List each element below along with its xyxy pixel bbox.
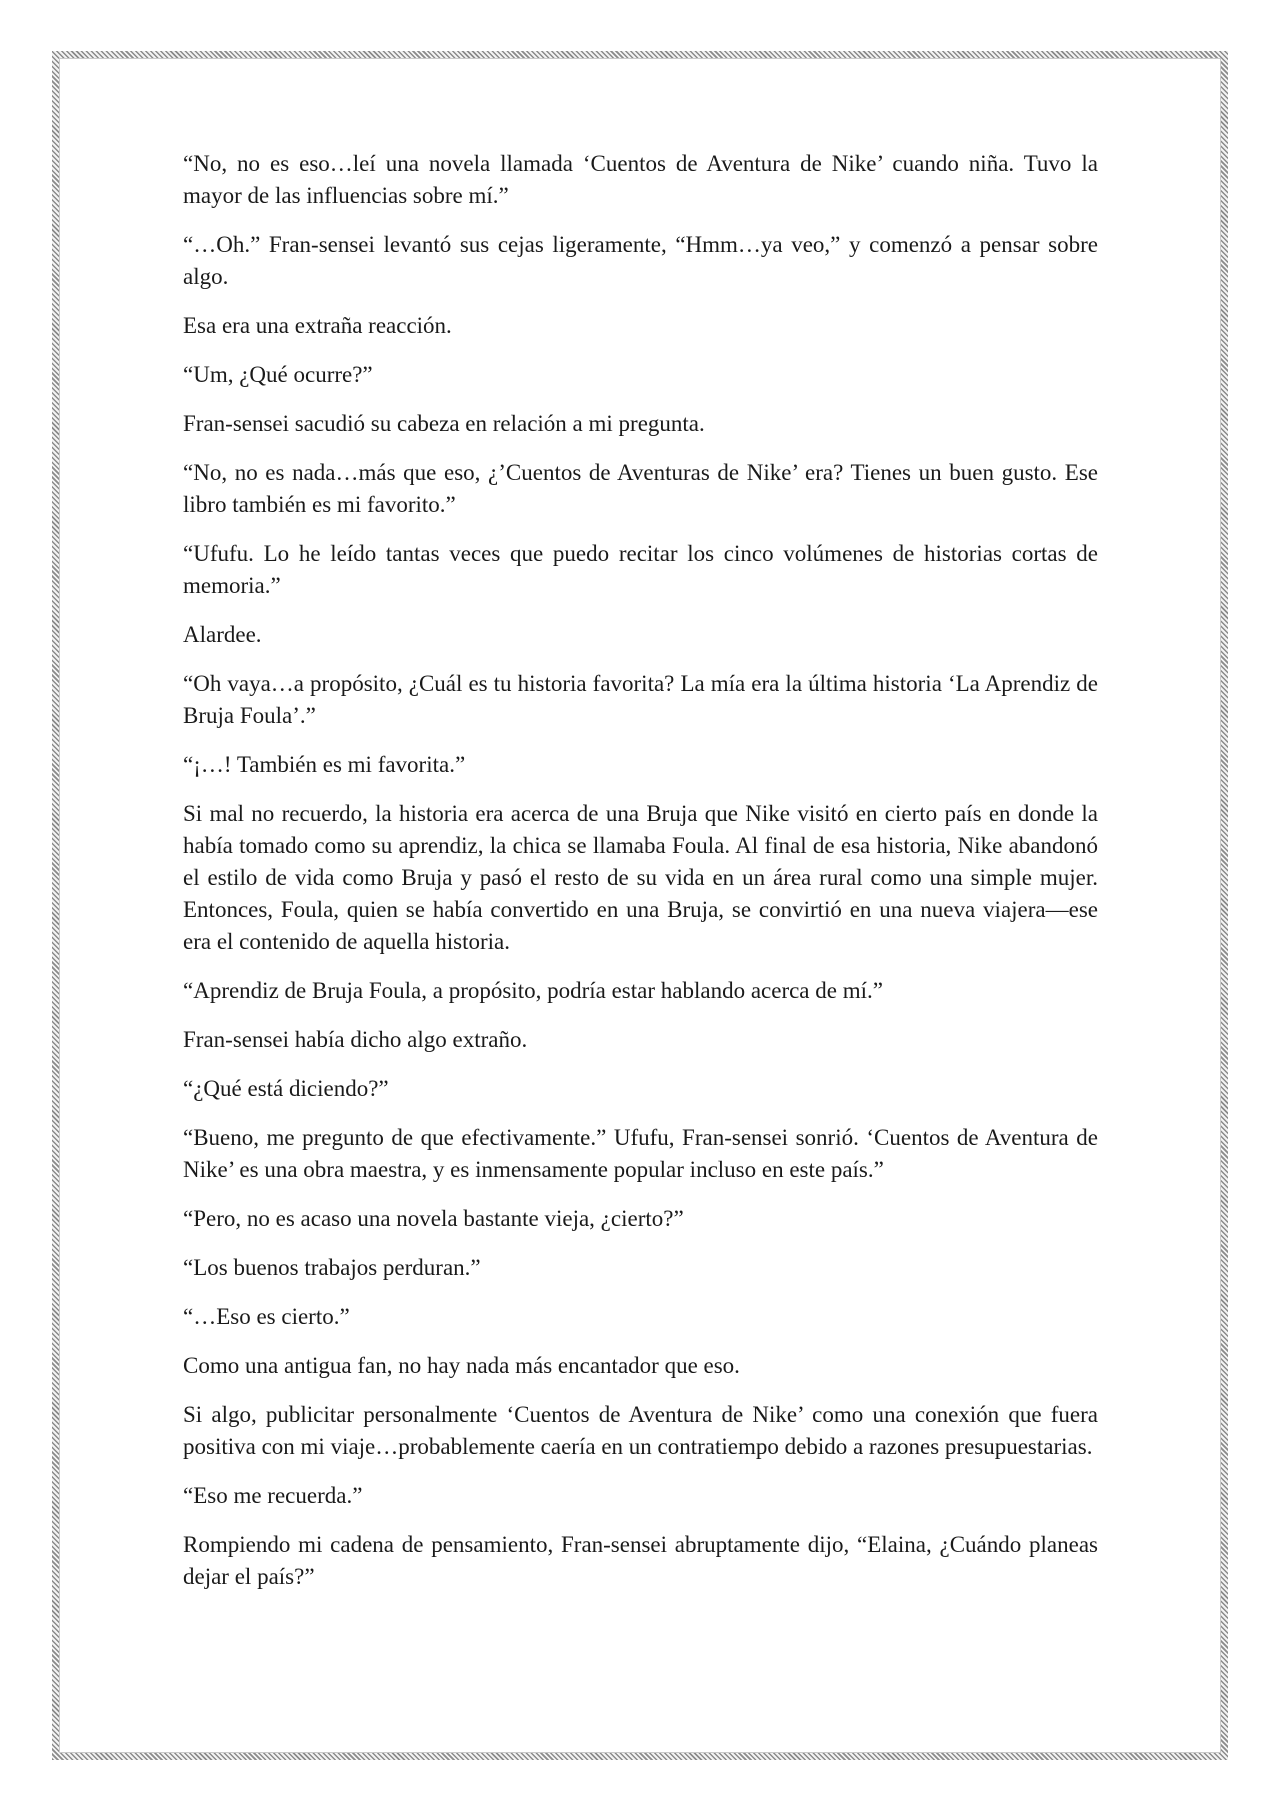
paragraph: “…Oh.” Fran-sensei levantó sus cejas ligeramente, “Hmm…ya veo,” y comenzó a pensar sobre algo. (183, 232, 1098, 289)
paragraph: “…Eso es cierto.” (183, 1304, 350, 1329)
paragraph: Alardee. (183, 622, 262, 647)
paragraph: “Los buenos trabajos perduran.” (183, 1255, 481, 1280)
paragraph: Si mal no recuerdo, la historia era acerca de una Bruja que Nike visitó en cierto país en donde la había tomado como su aprendiz, la chica se llamaba Foula. Al final de esa historia, Nike abandonó el estilo de vida como Bruja y pasó el resto de su vida en un área rural como una simple mujer. Entonces, Foula, quien se había convertido en una Bruja, se convirtió en una nueva viajera—ese era el contenido de aquella historia. (183, 801, 1098, 954)
paragraph: “Aprendiz de Bruja Foula, a propósito, podría estar hablando acerca de mí.” (183, 978, 883, 1003)
paragraph: Si algo, publicitar personalmente ‘Cuentos de Aventura de Nike’ como una conexión que fuera positiva con mi viaje…probablemente caería en un contratiempo debido a razones presupuestarias. (183, 1402, 1098, 1459)
paragraph: “Pero, no es acaso una novela bastante vieja, ¿cierto?” (183, 1206, 684, 1231)
paragraph: “Ufufu. Lo he leído tantas veces que puedo recitar los cinco volúmenes de historias cortas de memoria.” (183, 541, 1098, 598)
paragraph: Como una antigua fan, no hay nada más encantador que eso. (183, 1353, 740, 1378)
paragraph: Rompiendo mi cadena de pensamiento, Fran-sensei abruptamente dijo, “Elaina, ¿Cuándo planeas dejar el país?” (183, 1532, 1098, 1589)
paragraph: “Oh vaya…a propósito, ¿Cuál es tu historia favorita? La mía era la última historia ‘La Aprendiz de Bruja Foula’.” (183, 671, 1098, 728)
page-body-text (183, 148, 1098, 1610)
paragraph: “Um, ¿Qué ocurre?” (183, 362, 373, 387)
paragraph: Fran-sensei había dicho algo extraño. (183, 1027, 528, 1052)
paragraph: “No, no es nada…más que eso, ¿’Cuentos de Aventuras de Nike’ era? Tienes un buen gusto. Ese libro también es mi favorito.” (183, 460, 1098, 517)
paragraph: Esa era una extraña reacción. (183, 313, 452, 338)
paragraph: “Eso me recuerda.” (183, 1483, 363, 1508)
paragraph: “Bueno, me pregunto de que efectivamente.” Ufufu, Fran-sensei sonrió. ‘Cuentos de Aventura de Nike’ es una obra maestra, y es inmensamente popular incluso en este país.” (183, 1125, 1098, 1182)
paragraph: “¿Qué está diciendo?” (183, 1076, 389, 1101)
paragraph: “No, no es eso…leí una novela llamada ‘Cuentos de Aventura de Nike’ cuando niña. Tuvo la mayor de las influencias sobre mí.” (183, 151, 1098, 208)
paragraph: Fran-sensei sacudió su cabeza en relación a mi pregunta. (183, 411, 705, 436)
paragraph: “¡…! También es mi favorita.” (183, 752, 466, 777)
